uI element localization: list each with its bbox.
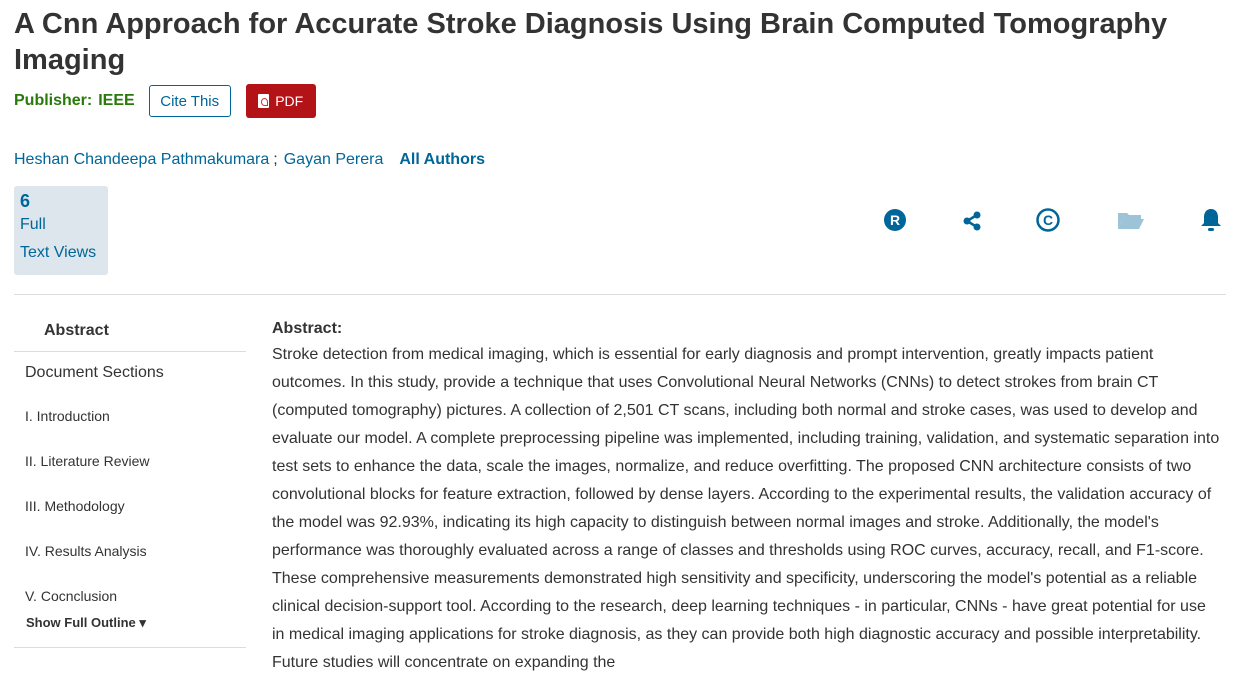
abstract-heading: Abstract:: [272, 320, 343, 337]
share-icon[interactable]: [959, 207, 985, 233]
cite-this-button[interactable]: Cite This: [149, 85, 231, 117]
copyright-icon[interactable]: [1035, 207, 1061, 233]
sidebar-item-results-analysis[interactable]: IV. Results Analysis: [25, 543, 147, 559]
publisher: [14, 92, 135, 110]
publisher-label: Publisher:: [14, 92, 93, 109]
author-link[interactable]: Gayan Perera: [283, 151, 384, 168]
authors: [14, 151, 485, 169]
document-actions: [0, 207, 1235, 235]
sidebar-item-introduction[interactable]: I. Introduction: [25, 408, 110, 424]
rights-icon[interactable]: [882, 207, 908, 233]
sidebar-item-literature-review[interactable]: II. Literature Review: [25, 453, 150, 469]
publisher-name[interactable]: IEEE: [98, 92, 135, 109]
author-link[interactable]: Heshan Chandeepa Pathmakumara: [14, 151, 270, 168]
abstract-text: Stroke detection from medical imaging, which is essential for early diagnosis and prompt intervention, greatly impacts patient outcomes. In this study, provide a technique that uses Convolutional Neural Networks (CNNs) to detect strokes from brain CT (computed tomography) pictures. A collection of 2,501 CT scans, including both normal and stroke cases, was used to develop and evaluate our model. A complete preprocessing pipeline was implemented, including training, validation, and systematic separation into test sets to enhance the data, scale the images, normalize, and reduce overfitting. The proposed CNN architecture consists of two convolutional blocks for feature extraction, followed by dense layers. According to the experimental results, the validation accuracy of the model was 92.93%, indicating its high capacity to distinguish between normal images and stroke. Additionally, the model's performance was thoroughly evaluated across a range of classes and thresholds using ROC curves, accuracy, recall, and F1-score. These comprehensive measurements demonstrated high sensitivity and specificity, underscoring the model's potential as a reliable clinical decision-support tool. According to the research, deep learning techniques - in particular, CNNs - have great potential for use in medical imaging applications for stroke diagnosis, as they can provide both high diagnostic accuracy and possible interpretability. Future studies will concentrate on expanding the: [272, 346, 1220, 671]
document-sections-heading: Document Sections: [25, 364, 164, 381]
author-separator: ;: [273, 151, 278, 168]
metric-label-2: Text Views: [20, 244, 97, 261]
page-title: A Cnn Approach for Accurate Stroke Diagnosis Using Brain Computed Tomography Imaging: [14, 8, 1168, 76]
alert-bell-icon[interactable]: [1198, 207, 1224, 233]
pdf-label: PDF: [275, 93, 304, 109]
abstract-section: [272, 317, 1222, 677]
all-authors-link[interactable]: All Authors: [399, 151, 485, 168]
pdf-icon: [258, 94, 269, 108]
metric-label-1: Full: [20, 216, 46, 233]
metric-count: 6: [20, 191, 31, 211]
sidebar-abstract[interactable]: Abstract: [14, 312, 246, 352]
show-full-outline-link[interactable]: Show Full Outline ▾: [14, 615, 246, 648]
sidebar-item-conclusion[interactable]: V. Cocnclusion: [25, 588, 118, 604]
svg-text:C: C: [1042, 212, 1054, 228]
divider: [14, 294, 1226, 295]
document-sections-sidebar: [14, 312, 246, 648]
svg-text:R: R: [889, 212, 901, 228]
folder-icon[interactable]: [1116, 207, 1146, 233]
publisher-row: [14, 84, 316, 118]
pdf-button[interactable]: [246, 84, 316, 118]
sidebar-item-methodology[interactable]: III. Methodology: [25, 498, 125, 514]
